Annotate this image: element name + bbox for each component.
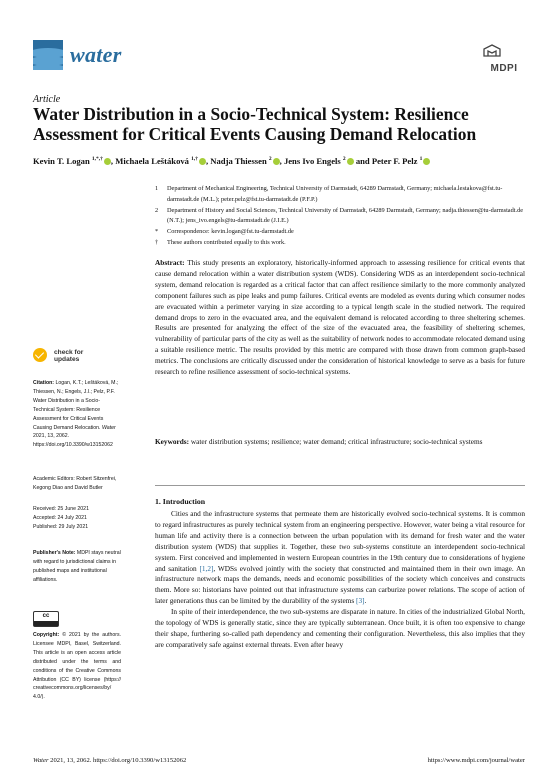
orcid-icon[interactable] <box>423 158 430 165</box>
abstract-label: Abstract: <box>155 258 185 267</box>
author-name: Nadja Thiessen <box>210 156 267 166</box>
footer-journal-url[interactable]: https://www.mdpi.com/journal/water <box>427 757 525 764</box>
affiliation-item <box>155 238 525 249</box>
affiliation-text: Correspondence: kevin.logan@fst.tu-darmstadt.de <box>167 228 294 236</box>
publisher-note-label: Publisher's Note: <box>33 550 76 556</box>
keywords <box>155 437 525 448</box>
author-name: Michaela Leštáková <box>115 156 189 166</box>
author-name: Kevin T. Logan <box>33 156 90 166</box>
abstract-text: This study presents an exploratory, historically-informed approach to assessing resilience for critical events that cause demand relocation within a water distribution system (WDS). Considering WDS as an interdependent socio-technical system, demand relocation is regarded as a critical factor that can affect resilience similarly to the more commonly analyzed component failures such as pipe leaks and pump failures. Critical events are modeled as events during which consumer nodes are evacuated within a perimeter varying in size according to a typical length scale in the studied network. The required demand drops to zero in the evacuated area, and the equivalent demand is relocated according to three sheltering schemes. Results are presented for analyzing the effect of the size of the evacuated area, the feasibility of sheltering schemes, vulnerability of particular parts of the city as well as the suitability of network nodes to accommodate relocated demand using a suitable resilience metric. The results provided by this metric are compared with those drawn from common graph-based metrics. The conclusions are critically discussed under the consideration of historical knowledge to serve as a basis for future research to refine resilience assessment of socio-technical systems. <box>155 258 525 377</box>
author-name: Peter F. Pelz <box>371 156 418 166</box>
publisher-note-text: MDPI stays neutral with regard to jurisdictional claims in published maps and institutional affiliations. <box>33 550 121 583</box>
affiliation-item <box>155 206 525 228</box>
orcid-icon[interactable] <box>347 158 354 165</box>
authors-conjunction: and <box>355 156 370 166</box>
keywords-text: water distribution systems; resilience; water demand; critical infrastructure; socio-technical systems <box>190 437 483 446</box>
author-affiliation-mark: 2 <box>268 156 272 163</box>
publisher-mark-icon <box>482 44 502 58</box>
journal-logo-icon <box>33 40 63 70</box>
affiliation-item <box>155 184 525 206</box>
check-updates-line: check for <box>54 348 84 356</box>
check-updates-label <box>54 349 83 364</box>
footer-journal: Water <box>33 757 49 764</box>
citation-tail[interactable]: 2021, 13, 2062. https://doi.org/10.3390/w13152062 <box>33 433 113 449</box>
citation-journal: Water <box>101 424 116 431</box>
footer-citation <box>33 757 186 764</box>
section-heading: 1. Introduction <box>155 497 206 506</box>
cc-license-icon[interactable] <box>33 611 59 627</box>
citation-block <box>33 379 121 450</box>
publisher-name: MDPI <box>490 63 518 74</box>
citation-label: Citation: <box>33 380 55 386</box>
author-name: Jens Ivo Engels <box>283 156 341 166</box>
copyright-block <box>33 631 121 702</box>
received-date: Received: 25 June 2021 <box>33 506 89 512</box>
copyright-text: © 2021 by the authors. Licensee MDPI, Basel, Switzerland. This article is an open access article distributed under the terms and conditions of the Creative Commons Attribution (CC BY) license (https:// creativecommons.org/licenses/by/ 4.0/). <box>33 632 121 701</box>
check-for-updates-badge[interactable] <box>33 348 83 366</box>
keywords-label: Keywords: <box>155 437 190 446</box>
cc-license-label: cc <box>42 613 50 619</box>
author-affiliation-mark: 1,*,† <box>91 156 103 163</box>
publisher-logo[interactable] <box>482 44 526 74</box>
section-divider <box>155 485 525 486</box>
publisher-note <box>33 549 121 585</box>
publication-dates <box>33 505 121 532</box>
copyright-label: Copyright: <box>33 632 60 638</box>
paragraph: In spite of their interdependence, the two sub-systems are disparate in nature. In cities of the industrialized Global North, the topology of WDS is generally static, since they are typically subterranean. Once built, it is often too expensive to change their shape, furthering so-called path dependency and cementing their configuration. Nevertheless, this also implies that they are comparatively safe against external threats. Even after heavy <box>155 607 525 649</box>
affiliation-mark: † <box>155 238 159 246</box>
affiliation-mark: * <box>155 228 159 236</box>
affiliation-item <box>155 227 525 238</box>
check-icon <box>33 348 47 362</box>
affiliation-mark: 1 <box>155 185 159 192</box>
paragraph-text: . <box>364 596 367 606</box>
affiliations <box>155 184 525 249</box>
article-title: Water Distribution in a Socio-Technical System: Resilience Assessment for Critical Events Causing Demand Relocation <box>33 104 477 144</box>
affiliation-mark: 2 <box>155 206 159 214</box>
article-type: Article <box>33 94 61 105</box>
accepted-date: Accepted: 24 July 2021 <box>33 514 87 521</box>
orcid-icon[interactable] <box>199 158 206 165</box>
footer-doi[interactable]: 2021, 13, 2062. https://doi.org/10.3390/w13152062 <box>50 757 187 764</box>
author-affiliation-mark: 1 <box>419 156 423 163</box>
citation-link[interactable]: [1,2] <box>199 563 214 573</box>
paragraph <box>155 509 525 607</box>
author-affiliation-mark: 2 <box>342 156 346 163</box>
author-list: Kevin T. Logan $^{1,*,\dagger}$ , Michaela Leštáková $^{1,\dagger}$ , Nadja Thiessen $^2$ , Jens Ivo Engels $^2$ and Peter F. Pelz $^1$ <box>33 156 533 166</box>
citation-link[interactable]: [3] <box>356 596 365 606</box>
author-affiliation-mark: 1,† <box>191 156 198 163</box>
affiliation-text: Department of History and Social Sciences, Technical University of Darmstadt, 64289 Darmstadt, Germany; nadja.thiessen@tu-darmstadt.de (N.T.); jens_ivo.engels@tu-darmstadt.de (J.I.E.) <box>167 206 524 225</box>
published-date: Published: 29 July 2021 <box>33 523 89 530</box>
introduction-body <box>155 509 525 651</box>
academic-editors: Academic Editors: Robert Sitzenfrei, Kegong Diao and David Butler <box>33 476 117 491</box>
affiliation-text: These authors contributed equally to this work. <box>167 238 286 246</box>
orcid-icon[interactable] <box>273 158 280 165</box>
paragraph-text: Cities and the infrastructure systems that permeate them are historically evolved socio-technical systems. It is common to regard infrastructures as purely technical system from an engineering perspective. However, water being a vital resource for human life and activity there is a connection between the urban population with its demand for fresh water and the water distribution system (WDS) that supplies it. Together, these two sub-systems constitute an interdependent socio-technical system. First conceived and implemented in western European countries in the 19th century due to considerations of hygiene and sanitation <box>155 509 525 573</box>
check-updates-line: updates <box>54 356 80 363</box>
cc-license-bar <box>34 621 58 626</box>
affiliation-text: Department of Mechanical Engineering, Technical University of Darmstadt, 64289 Darmstadt, Germany; michaela.lestakova@fst.tu-darmstadt.de (M.L.); peter.pelz@fst.tu-darmstadt.de (P.F.P.) <box>167 185 503 203</box>
journal-name: water <box>70 42 122 67</box>
orcid-icon[interactable] <box>104 158 111 165</box>
citation-text: Logan, K.T.; Leštáková, M.; Thiessen, N.; Engels, J.I.; Pelz, P.F. Water Distribution in a Socio-Technical System: Resilience Assessment for Critical Events Causing Demand Relocation. <box>33 380 119 431</box>
paragraph-text: , WDSs evolved jointly with the society that constructed and maintained them in their own image. An infrastructure network maps the demands, needs and economic possibilities of the society which conceives and constructs them. More so: historians have pointed out that infrastructure systems can carburize power relations. The scope of action of later generations thus can be limited by the durability of the systems <box>155 563 525 606</box>
abstract <box>155 258 525 378</box>
